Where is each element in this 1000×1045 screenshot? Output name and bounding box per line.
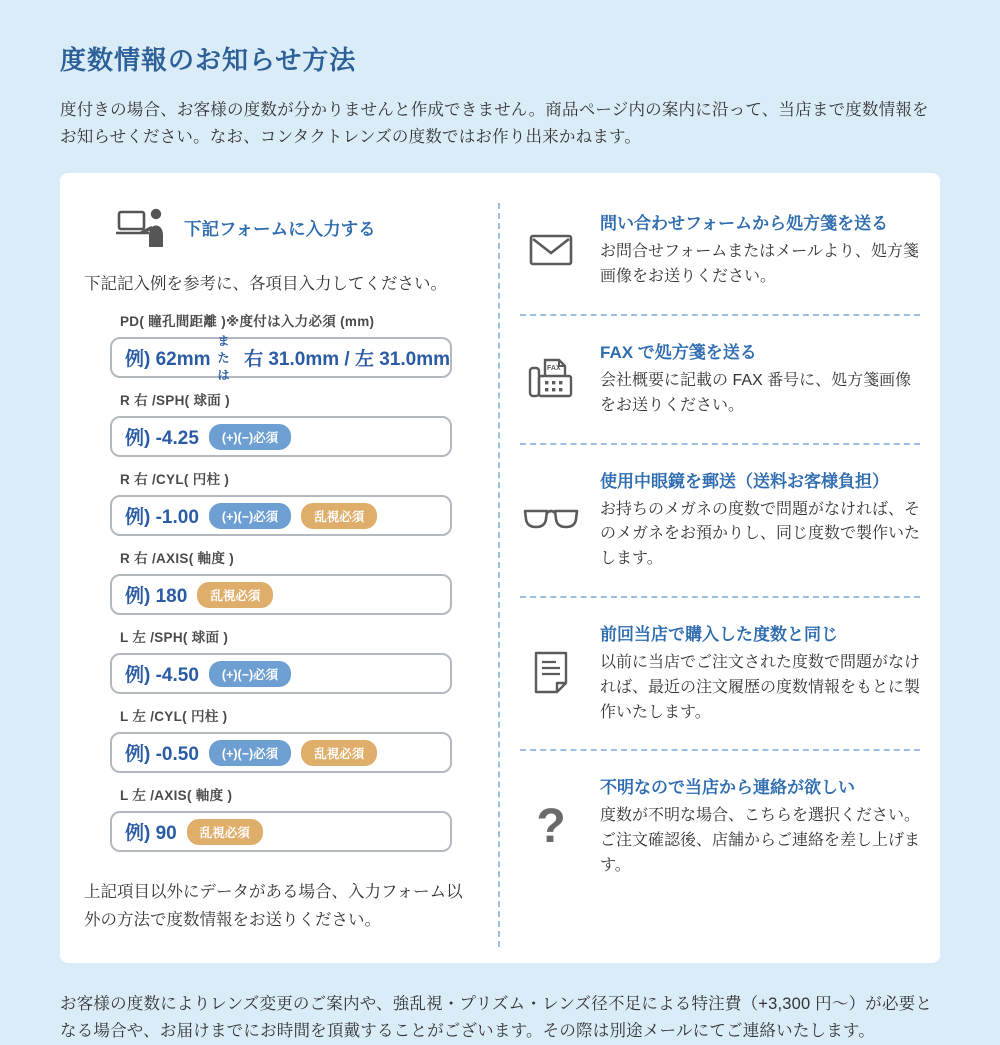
method-heading: 不明なので当店から連絡が欲しい <box>600 778 855 798</box>
fax-icon <box>520 356 582 400</box>
l-axis-example: 例) 90 <box>125 823 177 845</box>
r-cyl-example: 例) -1.00 <box>125 507 199 529</box>
field-label-r-sph: R 右 /SPH( 球面 ) <box>120 393 230 409</box>
envelope-icon <box>520 234 582 266</box>
field-label-l-cyl: L 左 /CYL( 円柱 ) <box>120 709 228 725</box>
form-input-section <box>60 173 498 962</box>
document-icon <box>520 651 582 695</box>
field-label-r-cyl: R 右 /CYL( 円柱 ) <box>120 472 230 488</box>
method-body <box>600 620 920 725</box>
method-heading: 使用中眼鏡を郵送（送料お客様負担） <box>600 471 889 491</box>
method-heading: 問い合わせフォームから処方箋を送る <box>600 214 889 234</box>
pd-example-2: 右 31.0mm / 左 31.0mm <box>244 349 450 371</box>
footer-note: お客様の度数によりレンズ変更のご案内や、強乱視・プリズム・レンズ径不足による特注費（+3,300 円～）が必要となる場合や、お届けまでにお時間を頂戴することがございます。その際は別途メールにてご連絡いたします。 <box>60 994 933 1040</box>
method-text: お持ちのメガネの度数で問題がなければ、そのメガネをお預かりし、同じ度数で製作いたします。 <box>600 500 921 568</box>
method-contact-form <box>520 187 920 314</box>
form-note: 上記項目以外にデータがある場合、入力フォーム以外の方法で度数情報をお送りください。 <box>84 883 463 930</box>
alternative-methods-section <box>498 173 940 962</box>
field-label-pd: PD( 瞳孔間距離 )※度付は入力必須 (mm) <box>120 314 375 330</box>
pd-example: 例) 62mm <box>125 349 211 371</box>
page-title: 度数情報のお知らせ方法 <box>60 45 357 75</box>
form-example-fields <box>110 310 452 852</box>
method-fax <box>520 314 920 443</box>
field-label-r-axis: R 右 /AXIS( 軸度 ) <box>120 551 235 567</box>
method-body <box>600 773 920 878</box>
form-instruction: 下記記入例を参考に、各項目入力してください。 <box>84 275 447 294</box>
intro-text: 度付きの場合、お客様の度数が分かりませんと作成できません。商品ページ内の案内に沿って、当店まで度数情報をお知らせください。なお、コンタクトレンズの度数ではお作り出来かねます。 <box>60 101 929 147</box>
method-mail-glasses <box>520 443 920 596</box>
method-heading: FAX で処方箋を送る <box>600 343 757 363</box>
method-text: 度数が不明な場合、こちらを選択ください。ご注文確認後、店舗からご連絡を差し上げます。 <box>600 807 921 874</box>
field-box-l-sph <box>110 653 452 694</box>
field-label-l-sph: L 左 /SPH( 球面 ) <box>120 630 229 646</box>
field-box-l-axis <box>110 811 452 852</box>
field-box-pd <box>110 334 452 383</box>
question-mark-icon: ? <box>536 799 566 853</box>
form-section-heading: 下記フォームに入力する <box>184 219 376 240</box>
l-cyl-example: 例) -0.50 <box>125 744 199 766</box>
method-previous-order <box>520 596 920 749</box>
method-body <box>600 338 920 419</box>
plus-minus-required-badge: (+)(−)必須 <box>209 661 291 687</box>
field-box-r-axis <box>110 574 452 615</box>
astigmatism-required-badge: 乱視必須 <box>187 819 263 845</box>
vertical-divider <box>498 203 500 946</box>
astigmatism-required-badge: 乱視必須 <box>197 582 273 608</box>
field-label-l-axis: L 左 /AXIS( 軸度 ) <box>120 788 233 804</box>
astigmatism-required-badge: 乱視必須 <box>301 503 377 529</box>
glasses-icon <box>520 507 582 531</box>
method-heading: 前回当店で購入した度数と同じ <box>600 625 838 645</box>
plus-minus-required-badge: (+)(−)必須 <box>209 740 291 766</box>
r-sph-example: 例) -4.25 <box>125 428 199 450</box>
method-body <box>600 467 920 572</box>
r-axis-example: 例) 180 <box>125 586 188 608</box>
astigmatism-required-badge: 乱視必須 <box>301 740 377 766</box>
field-box-r-sph <box>110 416 452 457</box>
form-section-header <box>116 205 474 252</box>
method-unknown-contact-me <box>520 749 920 902</box>
method-text: 以前に当店でご注文された度数で問題がなければ、最近の注文履歴の度数情報をもとに製作いたします。 <box>600 654 921 721</box>
field-box-l-cyl <box>110 732 452 773</box>
prescription-methods-card <box>60 173 940 962</box>
person-at-computer-icon <box>116 205 168 252</box>
l-sph-example: 例) -4.50 <box>125 665 199 687</box>
plus-minus-required-badge: (+)(−)必須 <box>209 424 291 450</box>
method-text: 会社概要に記載の FAX 番号に、処方箋画像をお送りください。 <box>600 372 912 414</box>
plus-minus-required-badge: (+)(−)必須 <box>209 503 291 529</box>
pd-example-or: または <box>217 334 230 383</box>
method-text: お問合せフォームまたはメールより、処方箋画像をお送りください。 <box>600 243 919 286</box>
field-box-r-cyl <box>110 495 452 536</box>
method-body <box>600 209 920 290</box>
svg-text:FAX: FAX <box>547 365 561 373</box>
